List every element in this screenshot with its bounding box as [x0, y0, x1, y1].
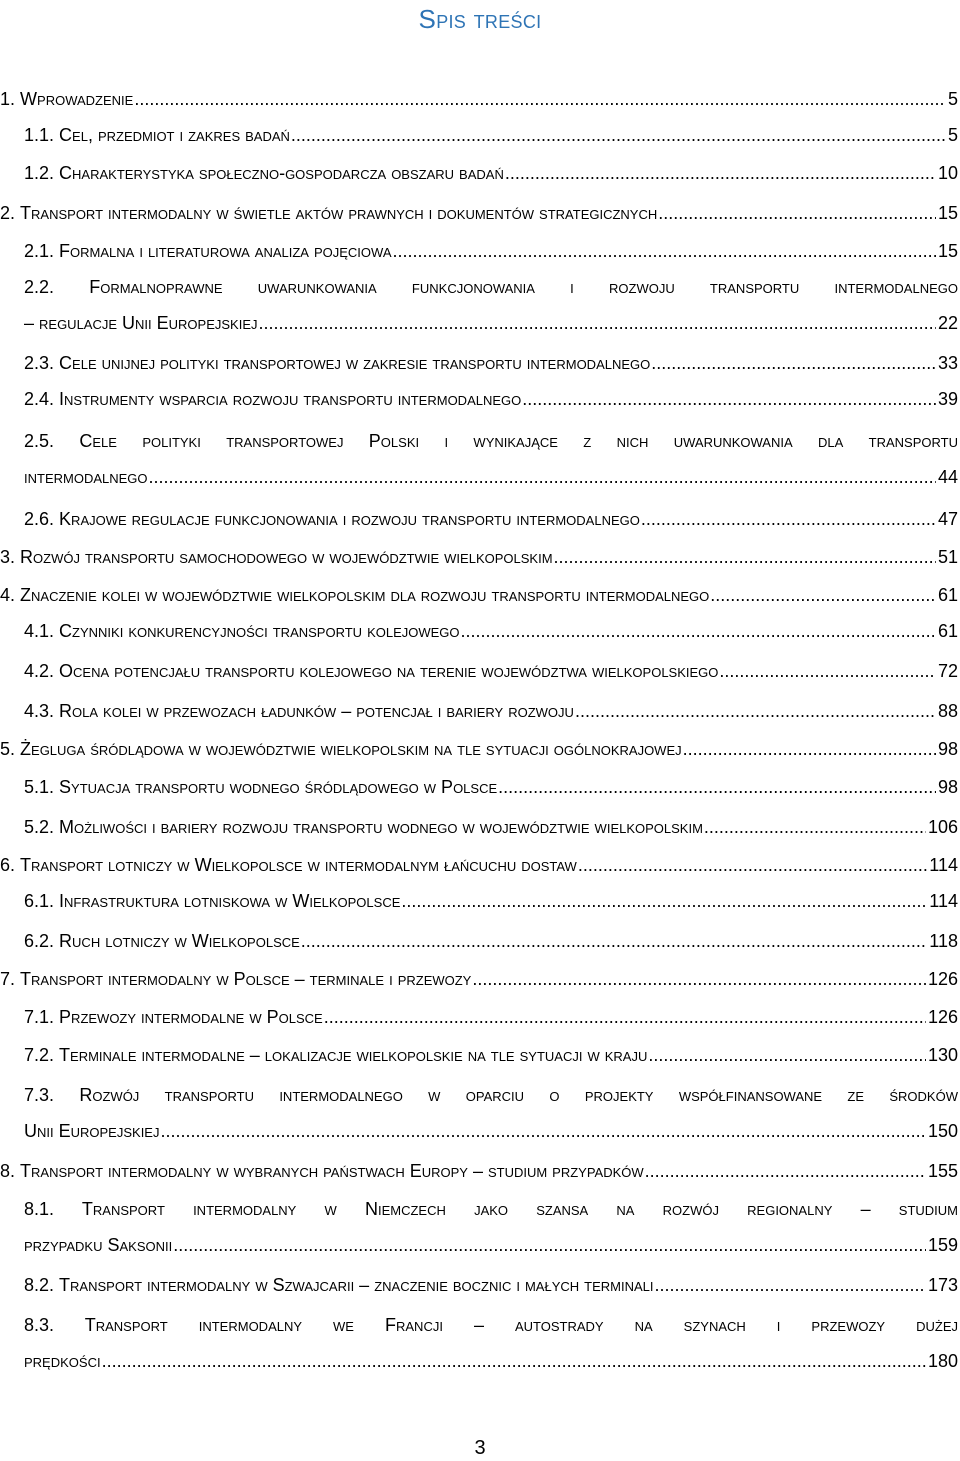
- toc-title: Wprowadzenie: [20, 89, 134, 109]
- toc-entry-2-5[interactable]: [0, 430, 960, 488]
- toc-title: Transport intermodalny w Polsce – terminale i przewozy: [20, 969, 472, 989]
- toc-leader: [575, 700, 936, 722]
- toc-page: 51: [937, 547, 958, 567]
- toc-page: 15: [937, 241, 958, 261]
- toc-title: Przewozy intermodalne w Polsce: [59, 1007, 323, 1027]
- toc-entry-2-4[interactable]: [0, 388, 960, 410]
- toc-entry-2-1[interactable]: [0, 240, 960, 262]
- toc-number: 2.6.: [24, 509, 55, 529]
- toc-title: Cele unijnej polityki transportowej w zakresie transportu intermodalnego: [59, 353, 651, 373]
- toc-number: 2.1.: [24, 241, 55, 261]
- toc-page: 114: [929, 891, 958, 911]
- toc-title-line-2: przypadku Saksonii ..... 159: [24, 1234, 960, 1256]
- toc-number: 8.2.: [24, 1275, 55, 1295]
- toc-leader: [655, 1274, 926, 1296]
- toc-page: 118: [929, 931, 958, 951]
- toc-entry-5-1[interactable]: [0, 776, 960, 798]
- toc-leader: [651, 352, 936, 374]
- toc-leader: [461, 620, 936, 642]
- toc-title: Transport lotniczy w Wielkopolsce w intermodalnym łańcuchu dostaw: [20, 855, 577, 875]
- toc-title: Krajowe regulacje funkcjonowania i rozwoju transportu intermodalnego: [59, 509, 640, 529]
- page-title: Spis treści: [418, 4, 542, 34]
- toc-number: 3.: [0, 547, 16, 567]
- toc-page: 39: [937, 389, 958, 409]
- toc-leader: [704, 816, 926, 838]
- toc-entry-8-3[interactable]: [0, 1314, 960, 1372]
- toc-entry-8-2[interactable]: [0, 1274, 960, 1296]
- toc-title: Ruch lotniczy w Wielkopolsce: [59, 931, 300, 951]
- toc-leader: [578, 854, 927, 876]
- toc-number: 2.2.: [24, 277, 55, 297]
- toc-number: 5.1.: [24, 777, 55, 797]
- toc-title: Znaczenie kolei w województwie wielkopolskim dla rozwoju transportu intermodalnego: [20, 585, 710, 605]
- toc-leader: [522, 388, 936, 410]
- toc-leader: [301, 930, 928, 952]
- toc-page: 130: [927, 1045, 958, 1065]
- toc-title: Charakterystyka społeczno-gospodarcza obszaru badań: [59, 163, 504, 183]
- toc-title-line-1: 2.2. Formalnoprawne uwarunkowania funkcjonowania i rozwoju transportu intermodalnego: [24, 277, 958, 297]
- toc-page: 106: [927, 817, 958, 837]
- toc-leader: [554, 546, 936, 568]
- toc-title: Czynniki konkurencyjności transportu kolejowego: [59, 621, 460, 641]
- toc-page: 114: [929, 855, 958, 875]
- toc-entry-5-2[interactable]: [0, 816, 960, 838]
- toc-page: 88: [937, 701, 958, 721]
- toc-leader: [505, 162, 936, 184]
- toc-entry-2-3[interactable]: [0, 352, 960, 374]
- toc-entry-4[interactable]: [0, 584, 960, 606]
- toc-title: Formalna i literaturowa analiza pojęciowa: [59, 241, 392, 261]
- toc-title-line-2: – regulacje Unii Europejskiej ..... 22: [24, 312, 960, 334]
- toc-title-line-1: 8.1. Transport intermodalny w Niemczech jako szansa na rozwój regionalny – studium: [24, 1199, 958, 1219]
- toc-page: 33: [937, 353, 958, 373]
- toc-title-line-2: Unii Europejskiej ..... 150: [24, 1120, 960, 1142]
- toc-title: Cel, przedmiot i zakres badań: [59, 125, 290, 145]
- toc-title: Terminale intermodalne – lokalizacje wielkopolskie na tle sytuacji w kraju: [59, 1045, 648, 1065]
- toc-leader: [173, 1234, 926, 1256]
- toc-entry-6-2[interactable]: [0, 930, 960, 952]
- toc-leader: [683, 738, 936, 760]
- toc-number: 6.2.: [24, 931, 55, 951]
- toc-page: 155: [927, 1161, 958, 1181]
- toc-title: Transport intermodalny w wybranych państwach Europy – studium przypadków: [20, 1161, 644, 1181]
- toc-number: 2.3.: [24, 353, 55, 373]
- toc-number: 4.: [0, 585, 16, 605]
- toc-page: 173: [927, 1275, 958, 1295]
- toc-page: 159: [927, 1235, 958, 1255]
- toc-leader: [472, 968, 926, 990]
- toc-number: 5.: [0, 739, 16, 759]
- toc-page: 98: [937, 777, 958, 797]
- toc-page: 22: [937, 313, 958, 333]
- toc-title-line-1: 7.3. Rozwój transportu intermodalnego w oparciu o projekty współfinansowane ze środków: [24, 1085, 958, 1105]
- toc-number: 4.1.: [24, 621, 55, 641]
- toc-page: 47: [937, 509, 958, 529]
- toc-number: 2.5.: [24, 431, 55, 451]
- toc-leader: [658, 202, 936, 224]
- toc-leader: [641, 508, 936, 530]
- toc-title-line-1: 8.3. Transport intermodalny we Francji – autostrady na szynach i przewozy dużej: [24, 1315, 958, 1335]
- toc-page: 5: [947, 125, 958, 145]
- toc-number: 1.1.: [24, 125, 55, 145]
- toc-number: 4.2.: [24, 661, 55, 681]
- toc-title: Transport intermodalny w świetle aktów prawnych i dokumentów strategicznych: [20, 203, 658, 223]
- toc-number: 5.2.: [24, 817, 55, 837]
- toc-entry-2-2[interactable]: [0, 276, 960, 334]
- toc-entry-6-1[interactable]: [0, 890, 960, 912]
- toc-entry-8-1[interactable]: [0, 1198, 960, 1256]
- toc-number: 7.: [0, 969, 16, 989]
- toc-title-line-2: intermodalnego ..... 44: [24, 466, 960, 488]
- toc-entry-1-2[interactable]: [0, 162, 960, 184]
- toc-title-line-1: 2.5. Cele polityki transportowej Polski i wynikające z nich uwarunkowania dla transportu: [24, 431, 958, 451]
- toc-number: 6.1.: [24, 891, 55, 911]
- toc-page: 126: [927, 1007, 958, 1027]
- toc-title: Instrumenty wsparcia rozwoju transportu intermodalnego: [59, 389, 522, 409]
- toc-title: Żegluga śródlądowa w województwie wielkopolskim na tle sytuacji ogólnokrajowej: [20, 739, 682, 759]
- toc-title: Sytuacja transportu wodnego śródlądowego w Polsce: [59, 777, 498, 797]
- toc-number: 7.3.: [24, 1085, 55, 1105]
- toc-number: 2.: [0, 203, 16, 223]
- toc-title: Ocena potencjału transportu kolejowego na terenie województwa wielkopolskiego: [59, 661, 719, 681]
- toc-title: Rola kolei w przewozach ładunków – potencjał i bariery rozwoju: [59, 701, 574, 721]
- toc-entry-1[interactable]: [0, 88, 960, 110]
- toc-title: Infrastruktura lotniskowa w Wielkopolsce: [59, 891, 401, 911]
- toc-leader: [160, 1120, 925, 1142]
- toc-entry-7-3[interactable]: [0, 1084, 960, 1142]
- toc-entry-7-1[interactable]: [0, 1006, 960, 1028]
- toc-leader: [259, 312, 936, 334]
- toc-leader: [393, 240, 936, 262]
- toc-leader: [102, 1350, 926, 1372]
- toc-entry-2-6[interactable]: [0, 508, 960, 530]
- toc-entry-1-1[interactable]: [0, 124, 960, 146]
- toc-leader: [149, 466, 936, 488]
- toc-entry-7-2[interactable]: [0, 1044, 960, 1066]
- toc-number: 7.1.: [24, 1007, 55, 1027]
- toc-leader: [645, 1160, 926, 1182]
- toc-title: Transport intermodalny w Szwajcarii – znaczenie bocznic i małych terminali: [59, 1275, 654, 1295]
- toc-page: 61: [937, 585, 958, 605]
- toc-entry-4-1[interactable]: [0, 620, 960, 642]
- toc-leader: [324, 1006, 926, 1028]
- toc-number: 8.1.: [24, 1199, 55, 1219]
- toc-entry-8[interactable]: [0, 1160, 960, 1182]
- toc-title-line-2: prędkości ..... 180: [24, 1350, 960, 1372]
- toc-leader: [719, 660, 936, 682]
- toc-page: 15: [937, 203, 958, 223]
- toc-entry-5[interactable]: [0, 738, 960, 760]
- toc-page: 126: [927, 969, 958, 989]
- toc-page: 98: [937, 739, 958, 759]
- toc-entry-7[interactable]: [0, 968, 960, 990]
- toc-title: Rozwój transportu samochodowego w województwie wielkopolskim: [20, 547, 553, 567]
- toc-page: 180: [927, 1351, 958, 1371]
- page-number: 3: [474, 1437, 486, 1459]
- toc-page: 72: [937, 661, 958, 681]
- toc-page: 10: [937, 163, 958, 183]
- toc-number: 8.: [0, 1161, 16, 1181]
- toc-entry-3[interactable]: [0, 546, 960, 568]
- toc-leader: [401, 890, 927, 912]
- toc-leader: [648, 1044, 926, 1066]
- toc-leader: [498, 776, 936, 798]
- toc-number: 2.4.: [24, 389, 55, 409]
- toc-page: 5: [947, 89, 958, 109]
- toc-entry-2[interactable]: [0, 202, 960, 224]
- toc-number: 6.: [0, 855, 16, 875]
- toc-number: 8.3.: [24, 1315, 55, 1335]
- toc-entry-6[interactable]: [0, 854, 960, 876]
- toc-leader: [134, 88, 946, 110]
- toc-number: 1.2.: [24, 163, 55, 183]
- toc-title: Możliwości i bariery rozwoju transportu wodnego w województwie wielkopolskim: [59, 817, 703, 837]
- toc-page: 150: [927, 1121, 958, 1141]
- toc-number: 7.2.: [24, 1045, 55, 1065]
- toc-leader: [291, 124, 946, 146]
- toc-leader: [710, 584, 936, 606]
- toc-number: 1.: [0, 89, 16, 109]
- toc-entry-4-2[interactable]: [0, 660, 960, 682]
- toc-page: 61: [937, 621, 958, 641]
- toc-number: 4.3.: [24, 701, 55, 721]
- toc-page: 44: [937, 467, 958, 487]
- toc-entry-4-3[interactable]: [0, 700, 960, 722]
